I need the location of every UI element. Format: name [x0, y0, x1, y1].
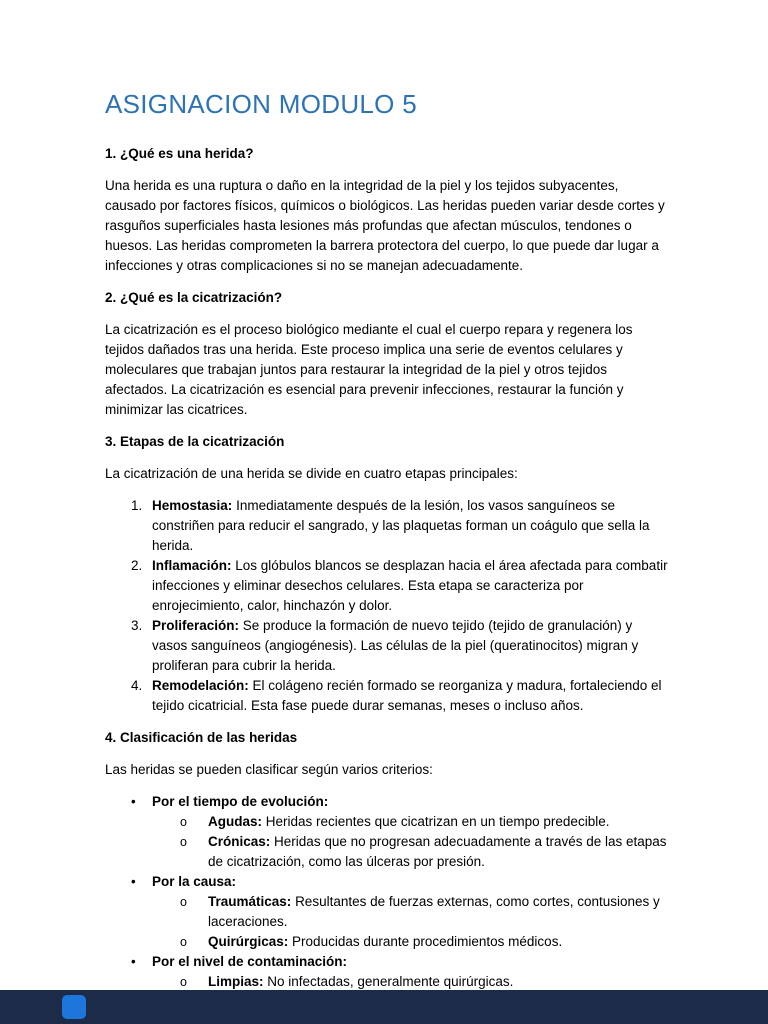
section-3-intro: La cicatrización de una herida se divide en cuatro etapas principales: — [105, 466, 518, 481]
list-item-text — [152, 496, 668, 556]
list-item-number: 1. — [131, 498, 143, 513]
bullet-item-tiempo — [105, 792, 668, 812]
list-item-desc: Se produce la formación de nuevo tejido (tejido de granulación) y vasos sanguíneos (angiogénesis). Las células de la piel (queratinocitos) migran y proliferan para cubrir la herida. — [152, 618, 639, 673]
sub-bullet-term: Limpias: — [208, 974, 264, 989]
bullet-marker: • — [131, 954, 136, 969]
list-item-remodelacion — [105, 676, 668, 716]
sub-bullet-term: Crónicas: — [208, 834, 271, 849]
bullet-label: Por el tiempo de evolución: — [152, 794, 329, 809]
sub-bullet-quirurgicas — [105, 932, 668, 952]
sub-bullet-term: Traumáticas: — [208, 894, 292, 909]
list-item-number: 3. — [131, 618, 143, 633]
footer-logo-icon[interactable] — [62, 995, 86, 1019]
list-item-term: Remodelación: — [152, 678, 249, 693]
sub-bullet-marker: o — [180, 975, 187, 989]
bullet-label: Por la causa: — [152, 874, 237, 889]
section-1-paragraph: Una herida es una ruptura o daño en la integridad de la piel y los tejidos subyacentes, causado por factores físicos, químicos o biológicos. Las heridas pueden variar desde cortes y rasguños superficiales hasta lesiones más profundas que afectan músculos, tendones o huesos. Las heridas comprometen la barrera protectora del cuerpo, lo que puede dar lugar a infecciones y otras complicaciones si no se manejan adecuadamente. — [105, 178, 665, 273]
sub-bullet-text — [208, 892, 668, 932]
list-item-term: Proliferación: — [152, 618, 240, 633]
list-item-term: Inflamación: — [152, 558, 232, 573]
sub-bullet-agudas — [105, 812, 668, 832]
list-item-term: Hemostasia: — [152, 498, 233, 513]
list-item-proliferacion — [105, 616, 668, 676]
sub-bullet-desc: Resultantes de fuerzas externas, como cortes, contusiones y laceraciones. — [208, 894, 660, 929]
list-item-text — [152, 676, 668, 716]
list-item-desc: El colágeno recién formado se reorganiza y madura, fortaleciendo el tejido cicatricial. Esta fase puede durar semanas, meses o incluso años. — [152, 678, 662, 713]
list-item-inflamacion — [105, 556, 668, 616]
list-item-desc: Inmediatamente después de la lesión, los vasos sanguíneos se constriñen para reducir el sangrado, y las plaquetas forman un coágulo que sella la herida. — [152, 498, 650, 553]
section-2-paragraph: La cicatrización es el proceso biológico mediante el cual el cuerpo repara y regenera los tejidos dañados tras una herida. Este proceso implica una serie de eventos celulares y moleculares que trabajan juntos para restaurar la integridad de la piel y otros tejidos afectados. La cicatrización es esencial para prevenir infecciones, restaurar la función y minimizar las cicatrices. — [105, 322, 633, 417]
bullet-label: Por el nivel de contaminación: — [152, 954, 348, 969]
section-heading-2: 2. ¿Qué es la cicatrización? — [105, 290, 283, 305]
list-item-number: 4. — [131, 678, 143, 693]
sub-bullet-term: Quirúrgicas: — [208, 934, 289, 949]
list-item-hemostasia — [105, 496, 668, 556]
sub-bullet-desc: No infectadas, generalmente quirúrgicas. — [267, 974, 514, 989]
list-item-desc: Los glóbulos blancos se desplazan hacia el área afectada para combatir infecciones y eliminar desechos celulares. Esta etapa se caracteriza por enrojecimiento, calor, hinchazón y dolor. — [152, 558, 668, 613]
sub-bullet-desc: Heridas recientes que cicatrizan en un tiempo predecible. — [265, 814, 610, 829]
section-heading-1: 1. ¿Qué es una herida? — [105, 146, 254, 161]
bullet-item-causa — [105, 872, 668, 892]
document-title: ASIGNACION MODULO 5 — [105, 89, 417, 119]
sub-bullet-text — [208, 932, 668, 952]
section-heading-3: 3. Etapas de la cicatrización — [105, 434, 285, 449]
sub-bullet-cronicas — [105, 832, 668, 872]
sub-bullet-text — [208, 812, 668, 832]
sub-bullet-traumaticas — [105, 892, 668, 932]
list-item-text — [152, 556, 668, 616]
bullet-item-contaminacion — [105, 952, 668, 972]
section-4-intro: Las heridas se pueden clasificar según varios criterios: — [105, 762, 433, 777]
bullet-marker: • — [131, 874, 136, 889]
list-item-text — [152, 616, 668, 676]
viewer-footer-bar — [0, 990, 768, 1024]
sub-bullet-marker: o — [180, 815, 187, 829]
sub-bullet-desc: Heridas que no progresan adecuadamente a través de las etapas de cicatrización, como las úlceras por presión. — [208, 834, 667, 869]
section-heading-4: 4. Clasificación de las heridas — [105, 730, 298, 745]
sub-bullet-marker: o — [180, 835, 187, 849]
healing-stages-list — [105, 496, 668, 716]
wound-classification-list — [105, 792, 668, 990]
sub-bullet-limpias — [105, 972, 668, 990]
sub-bullet-text — [208, 832, 668, 872]
sub-bullet-marker: o — [180, 895, 187, 909]
bullet-marker: • — [131, 794, 136, 809]
sub-bullet-marker: o — [180, 935, 187, 949]
list-item-number: 2. — [131, 558, 143, 573]
sub-bullet-text — [208, 972, 668, 990]
sub-bullet-term: Agudas: — [208, 814, 262, 829]
sub-bullet-desc: Producidas durante procedimientos médicos. — [292, 934, 563, 949]
